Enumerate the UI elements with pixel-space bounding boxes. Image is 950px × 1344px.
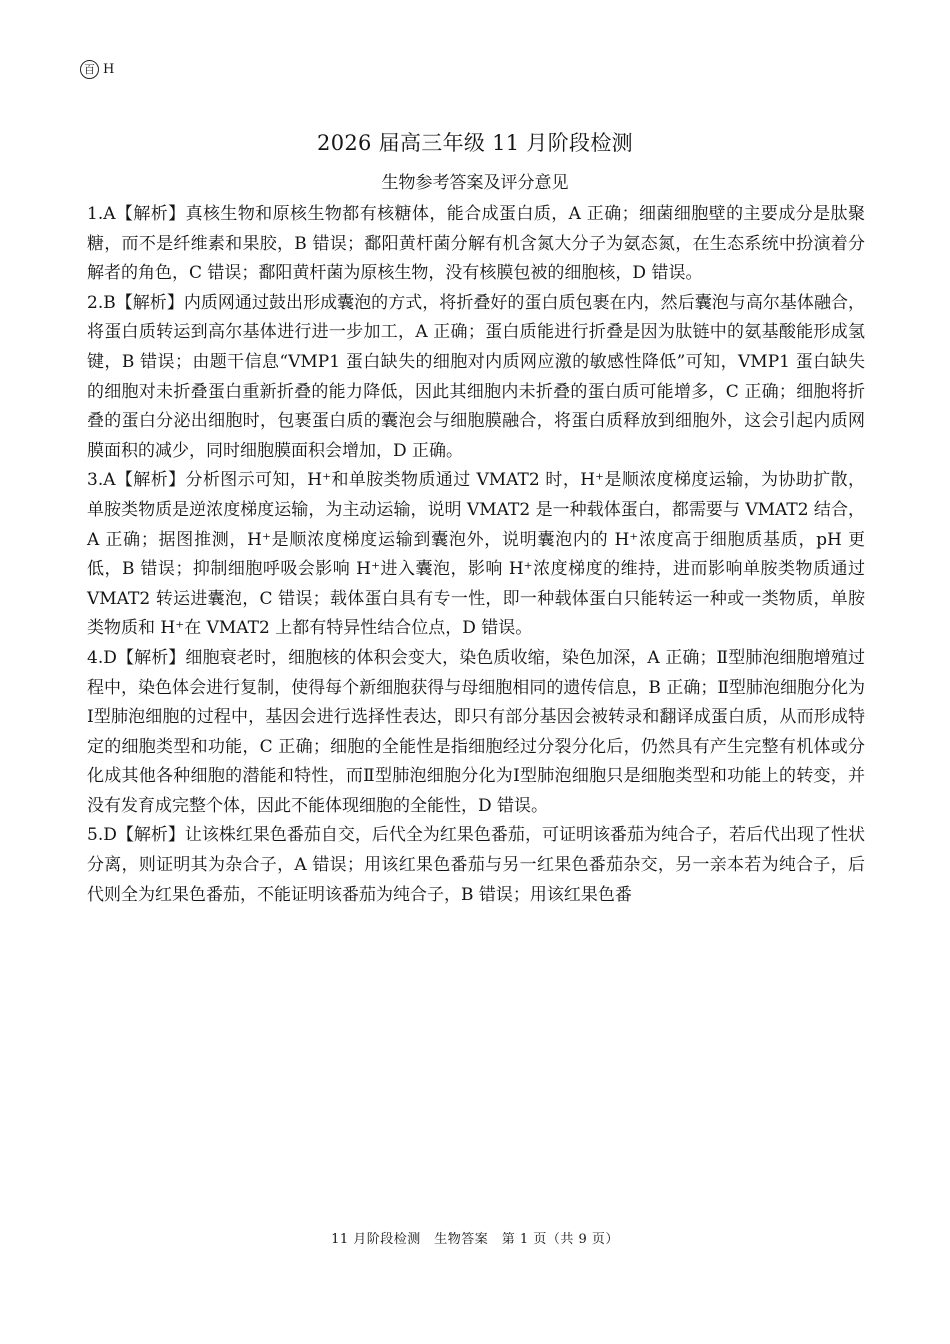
answer-number: 1.A [87, 204, 116, 224]
answer-number: 3.A [87, 470, 116, 491]
answer-list [87, 200, 865, 910]
answer-item [87, 200, 865, 289]
answer-item [87, 289, 865, 467]
answer-item [87, 821, 865, 910]
answer-number: 2.B [87, 292, 116, 313]
answer-number: 4.D [87, 647, 117, 668]
badge-letter: H [103, 62, 115, 77]
answer-text: 【解析】内质网通过鼓出形成囊泡的方式，将折叠好的蛋白质包裹在内，然后囊泡与高尔基体融合，将蛋白质转运到高尔基体进行进一步加工，A 正确；蛋白质能进行折叠是因为肽链中的氨基酸能形成氢键，B 错误；由题干信息“VMP1 蛋白缺失的细胞对内质网应激的敏感性降低”可知，VMP1 蛋白缺失的细胞对未折叠蛋白重新折叠的能力降低，因此其细胞内未折叠的蛋白质可能增多，C 正确；细胞将折叠的蛋白分泌出细胞时，包裹蛋白质的囊泡会与细胞膜融合，将蛋白质释放到细胞外，这会引起内质网膜面积的减少，同时细胞膜面积会增加，D 正确。 [87, 292, 865, 461]
answer-text: 【解析】分析图示可知，H⁺和单胺类物质通过 VMAT2 时，H⁺是顺浓度梯度运输，为协助扩散，单胺类物质是逆浓度梯度运输，为主动运输，说明 VMAT2 是一种载体蛋白，都需要与 VMAT2 结合，A 正确；据图推测，H⁺是顺浓度梯度运输到囊泡外，说明囊泡内的 H⁺浓度高于细胞质基质，pH 更低，B 错误；抑制细胞呼吸会影响 H⁺进入囊泡，影响 H⁺浓度梯度的维持，进而影响单胺类物质通过 VMAT2 转运进囊泡，C 错误；载体蛋白具有专一性，即一种载体蛋白只能转运一种或一类物质，单胺类物质和 H⁺在 VMAT2 上都有特异性结合位点，D 错误。 [87, 470, 865, 639]
answer-number: 5.D [87, 825, 117, 846]
answer-text: 【解析】让该株红果色番茄自交，后代全为红果色番茄，可证明该番茄为纯合子，若后代出现了性状分离，则证明其为杂合子，A 错误；用该红果色番茄与另一红果色番茄杂交，另一亲本若为纯合子，后代则全为红果色番茄，不能证明该番茄为纯合子，B 错误；用该红果色番 [87, 825, 865, 905]
header-badge [80, 60, 114, 79]
answer-text: 【解析】真核生物和原核生物都有核糖体，能合成蛋白质，A 正确；细菌细胞壁的主要成分是肽聚糖，而不是纤维素和果胶，B 错误；鄱阳黄杆菌分解有机含氮大分子为氨态氮，在生态系统中扮演着分解者的角色，C 错误；鄱阳黄杆菌为原核生物，没有核膜包被的细胞核，D 错误。 [87, 204, 865, 284]
answer-item [87, 466, 865, 644]
page-footer: 11 月阶段检测 生物答案 第 1 页（共 9 页） [331, 1232, 619, 1247]
page-subtitle: 生物参考答案及评分意见 [381, 173, 569, 193]
badge-circle-mark: 百 [80, 60, 99, 79]
answer-item [87, 644, 865, 822]
answer-text: 【解析】细胞衰老时，细胞核的体积会变大，染色质收缩，染色加深，A 正确；Ⅱ型肺泡细胞增殖过程中，染色体会进行复制，使得每个新细胞获得与母细胞相同的遗传信息，B 正确；Ⅱ型肺泡细胞分化为Ⅰ型肺泡细胞的过程中，基因会进行选择性表达，即只有部分基因会被转录和翻译成蛋白质，从而形成特定的细胞类型和功能，C 正确；细胞的全能性是指细胞经过分裂分化后，仍然具有产生完整有机体或分化成其他各种细胞的潜能和特性，而Ⅱ型肺泡细胞分化为Ⅰ型肺泡细胞只是细胞类型和功能上的转变，并没有发育成完整个体，因此不能体现细胞的全能性，D 错误。 [87, 647, 865, 816]
page-title: 2026 届高三年级 11 月阶段检测 [317, 131, 633, 155]
